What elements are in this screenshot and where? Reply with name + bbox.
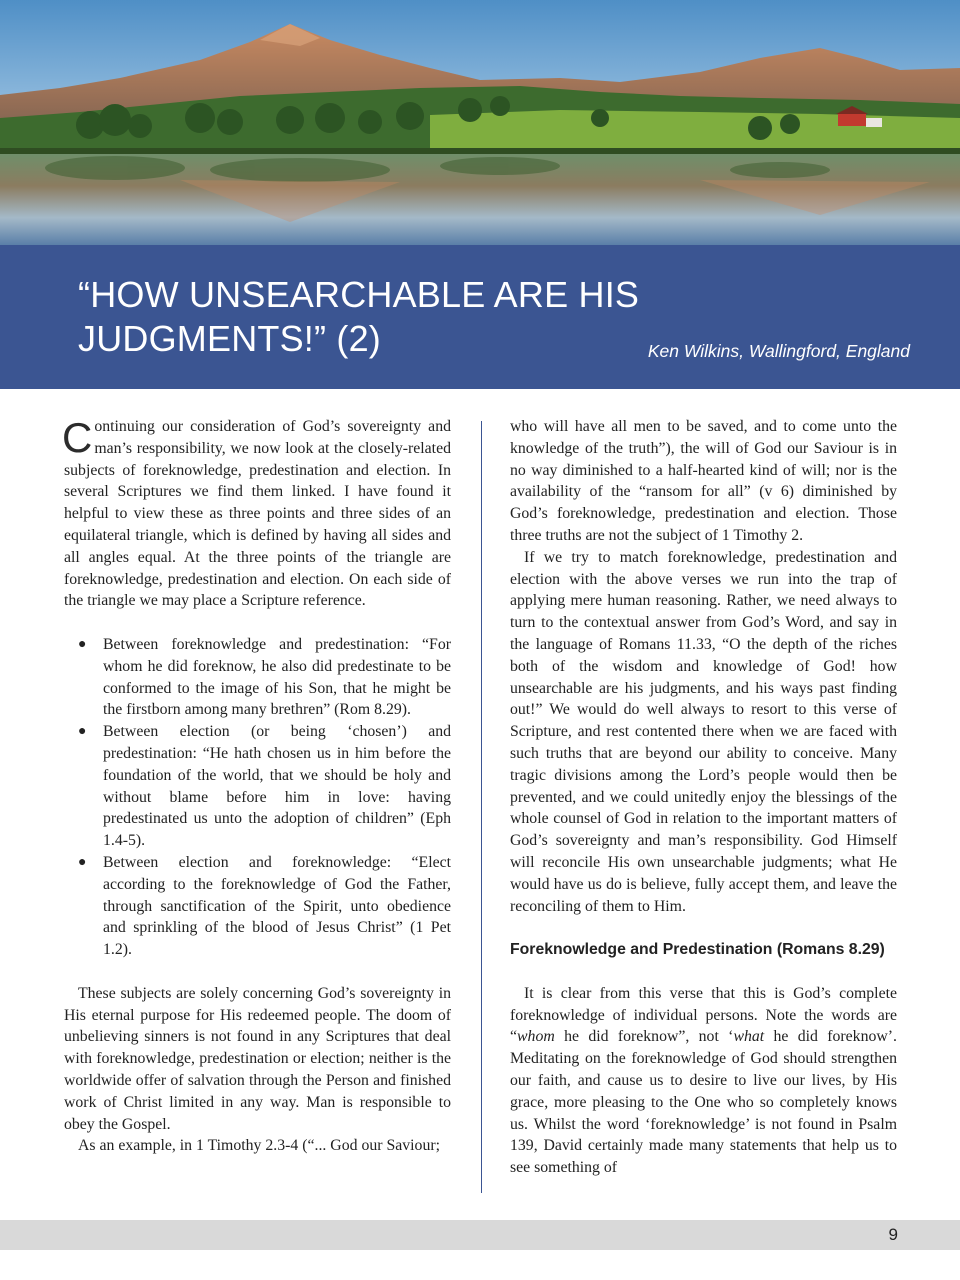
title-band xyxy=(0,245,960,389)
body-paragraph: As an example, in 1 Timothy 2.3-4 (“... God our Saviour; xyxy=(78,1137,440,1155)
list-item xyxy=(64,634,451,721)
list-item-text: Between election and foreknowledge: “Elect according to the foreknowledge of God the Father, through sanctification of the Spirit, unto obedience and sprinkling of the blood of Jesus Christ” (1 Pet 1.2). xyxy=(103,853,451,959)
article-author: Ken Wilkins, Wallingford, England xyxy=(647,341,910,361)
list-item-text: Between foreknowledge and predestination: “For whom he did foreknow, he also did predestinate to be conformed to the image of his Son, that he might be the firstborn among many brethren” (Rom 8.29). xyxy=(103,635,451,719)
left-column xyxy=(64,416,451,1157)
section-heading: Foreknowledge and Predestination (Romans 8.29) xyxy=(510,941,885,959)
body-paragraph: who will have all men to be saved, and to come unto the knowledge of the truth”), the will of God our Saviour is in no way diminished to a half-hearted kind of will; nor is the availability of the “ransom for all” (v 6) diminished by God’s foreknowledge, predestination and election. Those three truths are not the subject of 1 Timothy 2. xyxy=(510,418,897,544)
triangle-scripture-list xyxy=(64,634,451,961)
hero-landscape-image xyxy=(0,0,960,245)
article-title-line-1: “HOW UNSEARCHABLE ARE HIS xyxy=(78,274,640,315)
column-divider xyxy=(481,421,482,1193)
body-paragraph xyxy=(510,983,897,1179)
bullet-icon: ● xyxy=(78,854,87,870)
list-item-text: Between election (or being ‘chosen’) and predestination: “He hath chosen us in him before the foundation of the world, that we should be holy and without blame before him in love: having predestinated us unto the adoption of children” (Eph 1.4-5). xyxy=(103,723,451,850)
footer-bar xyxy=(0,1220,960,1250)
body-paragraph: If we try to match foreknowledge, predestination and election with the above verses we run into the trap of applying mere human reasoning. Rather, we need always to turn to the contextual answer from God’s Word, and say in the language of Romans 11.33, “O the depth of the riches both of the wisdom and knowledge of God! how unsearchable are his judgments, and his ways past finding out!” We would do well always to resort to this verse of Scripture, and rest contented there when we are faced with such truths that are beyond our ability to conceive. Many tragic divisions among the Lord’s people would then be prevented, and we could unitedly enjoy the blessings of the whole counsel of God in relation to the important matters of God’s sovereignty and man’s responsibility. God Himself will reconcile His own unsearchable judgments; what He would have us do is believe, fully accept them, and leave the reconciling of them to Him. xyxy=(510,548,897,915)
emphasis-text: whom xyxy=(517,1028,555,1046)
bullet-icon: ● xyxy=(78,636,87,652)
text-run: he did foreknow”, not ‘ xyxy=(554,1028,734,1046)
emphasis-text: what xyxy=(733,1028,765,1046)
article-title xyxy=(78,273,698,361)
right-column xyxy=(510,416,897,1179)
intro-text: ontinuing our consideration of God’s sovereignty and man’s responsibility, we now look at the closely-related subjects of foreknowledge, predestination and election. In several Scriptures we find them linked. I have found it helpful to view these as three points and three sides of an equilateral triangle, which is defined by having all sides and all angles equal. At the three points of the triangle are foreknowledge, predestination and election. On each side of the triangle we may place a Scripture reference. xyxy=(64,418,451,610)
text-run: It is clear from this verse that this is God’s complete foreknowledge of individual persons. Note the words are “ xyxy=(510,984,897,1046)
bullet-icon: ● xyxy=(78,724,87,740)
body-paragraph: These subjects are solely concerning God’s sovereignty in His eternal purpose for His redeemed people. The doom of unbelieving sinners is not found in any Scriptures that deal with foreknowledge, predestination or election; neither is the worldwide offer of salvation through the Person and finished work of Christ limited in any way. Man is responsible to obey the Gospel. xyxy=(64,984,451,1133)
list-item xyxy=(64,721,451,852)
drop-cap: C xyxy=(62,414,93,461)
page-number: 9 xyxy=(888,1225,898,1244)
text-run: he did foreknow’. Meditating on the foreknowledge of God should strengthen our faith, and cause us to desire to live our lives, by His grace, more pleasing to the One who so completely knows us. Whilst the word ‘foreknowledge’ is not found in Psalm 139, David certainly made many statements that help us to see something of xyxy=(510,1028,897,1177)
list-item xyxy=(64,852,451,961)
article-title-line-2: JUDGMENTS!” (2) xyxy=(78,318,381,359)
intro-paragraph xyxy=(64,416,451,612)
